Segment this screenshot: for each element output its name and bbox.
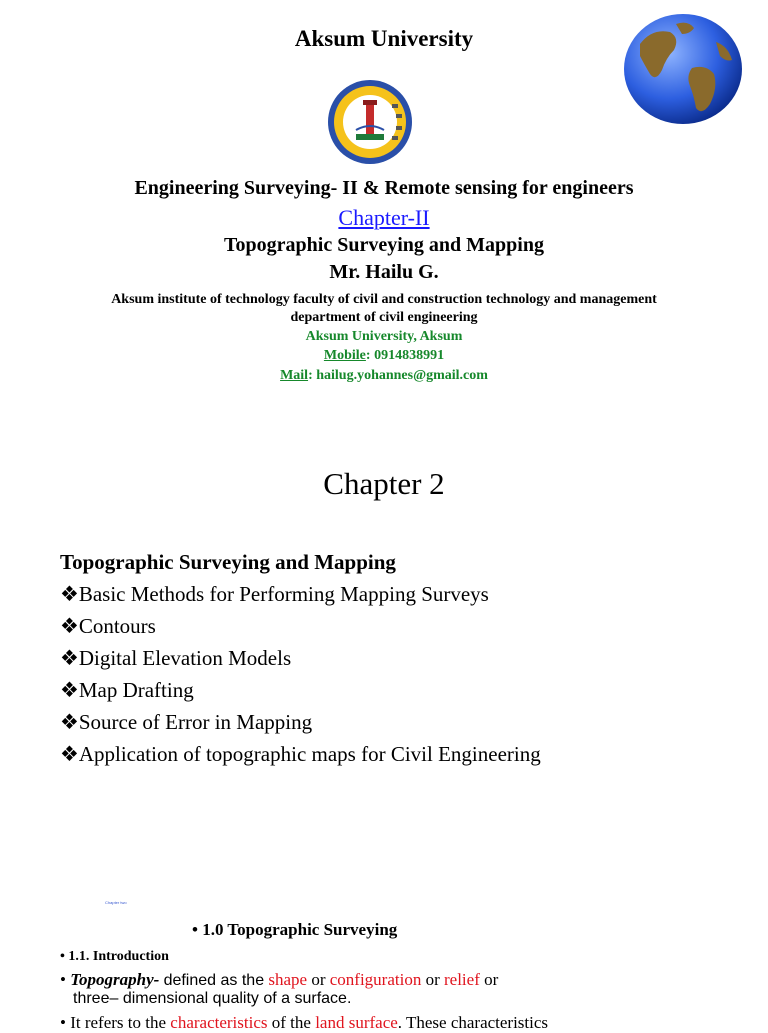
topography-paragraph (60, 971, 620, 990)
tiny-footer-text: Chapter two (105, 900, 127, 905)
course-title: Engineering Surveying- II & Remote sensing for engineers (134, 177, 634, 199)
keyword-characteristics: characteristics (170, 1013, 268, 1032)
keyword-configuration: configuration (329, 970, 422, 989)
mobile-label: Mobile (323, 348, 366, 363)
university-title: Aksum University (294, 26, 474, 51)
list-item: ❖Digital Elevation Models (60, 646, 292, 670)
mobile-line (0, 348, 768, 364)
topography-term: Topography- (70, 970, 160, 989)
institute-line-1: Aksum institute of technology faculty of civil and construction technology and management (111, 292, 657, 307)
bullet-dot: • (60, 970, 66, 989)
refers-text: of the (271, 1013, 311, 1032)
list-item: ❖Map Drafting (60, 678, 194, 702)
topography-text: or (311, 970, 326, 989)
mobile-value: : 0914838991 (365, 348, 445, 363)
chapter-heading: Chapter 2 (323, 466, 445, 501)
topography-text: or (425, 970, 440, 989)
section-heading-text: 1.0 Topographic Surveying (202, 920, 398, 939)
globe-icon (622, 12, 744, 126)
topography-text: defined as the (163, 972, 265, 989)
keyword-land-surface: land surface (315, 1013, 398, 1032)
mail-label: Mail (280, 368, 309, 383)
list-item: ❖Contours (60, 614, 156, 638)
list-item: ❖Basic Methods for Performing Mapping Surveys (60, 582, 489, 606)
chapter-link[interactable]: Chapter-II (338, 205, 430, 230)
topography-line-2: three– dimensional quality of a surface. (73, 990, 352, 1007)
location-text: Aksum University, Aksum (305, 329, 463, 344)
intro-heading-text: 1.1. Introduction (68, 949, 169, 964)
topography-text: or (484, 970, 499, 989)
chapter-subtitle: Topographic Surveying and Mapping (60, 550, 396, 574)
bullet-dot: • (60, 949, 65, 964)
refers-text: It refers to the (70, 1013, 167, 1032)
mail-line (0, 368, 768, 384)
institute-line-2: department of civil engineering (290, 310, 478, 325)
author-name: Mr. Hailu G. (329, 261, 439, 283)
mail-value: : hailug.yohannes@gmail.com (308, 368, 488, 383)
section-heading (192, 920, 397, 940)
topic-title: Topographic Surveying and Mapping (224, 234, 544, 256)
bullet-dot: • (192, 920, 198, 939)
intro-heading (60, 949, 169, 965)
refers-text: . These characteristics (397, 1013, 549, 1032)
refers-paragraph (60, 1013, 760, 1033)
keyword-shape: shape (268, 970, 308, 989)
list-item: ❖Application of topographic maps for Civil Engineering (60, 742, 541, 766)
bullet-dot: • (60, 1013, 66, 1032)
university-logo (326, 78, 414, 166)
keyword-relief: relief (444, 970, 480, 989)
list-item: ❖Source of Error in Mapping (60, 710, 313, 734)
